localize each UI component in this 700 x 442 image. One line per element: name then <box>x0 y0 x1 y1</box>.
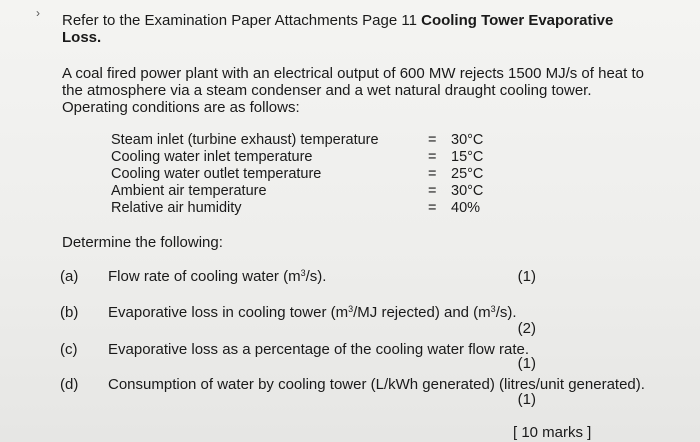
condition-value: 25°C <box>451 166 484 182</box>
question-letter: (c) <box>60 341 78 358</box>
condition-label: Relative air humidity <box>111 200 242 216</box>
condition-label: Cooling water inlet temperature <box>111 149 313 165</box>
question-mark: (2) <box>517 320 536 337</box>
condition-label: Ambient air temperature <box>111 183 267 199</box>
condition-value: 30°C <box>451 183 484 199</box>
determine-heading: Determine the following: <box>62 234 223 251</box>
question-text: Evaporative loss in cooling tower ($m^3/MJ$ rejected) and $(m^3/s)$. <box>108 304 517 321</box>
condition-equals: = <box>428 183 437 199</box>
intro-text: Refer to the Examination Paper Attachments Page 11 <box>62 12 422 29</box>
question-letter: (d) <box>60 376 79 393</box>
intro-line-1 <box>62 12 613 29</box>
question-mark: (1) <box>517 391 536 408</box>
problem-line-2: the atmosphere via a steam condenser and a wet natural draught cooling tower. <box>62 82 592 99</box>
intro-title-end: Loss. <box>62 29 102 46</box>
condition-value: 15°C <box>451 149 484 165</box>
total-marks: [ 10 marks ] <box>513 424 592 441</box>
question-text: Flow rate of cooling water $(m^3/s)$. <box>108 268 327 285</box>
question-letter: (a) <box>60 268 79 285</box>
chevron-icon: › <box>36 6 40 20</box>
question-mark: (1) <box>517 355 536 372</box>
condition-equals: = <box>428 149 437 165</box>
question-letter: (b) <box>60 304 79 321</box>
question-mark: (1) <box>517 268 536 285</box>
condition-label: Cooling water outlet temperature <box>111 166 322 182</box>
condition-equals: = <box>428 166 437 182</box>
condition-equals: = <box>428 200 437 216</box>
condition-equals: = <box>428 132 437 148</box>
problem-line-1: A coal fired power plant with an electrical output of 600 MW rejects 1500 MJ/s of heat to <box>62 65 644 82</box>
condition-label: Steam inlet (turbine exhaust) temperature <box>111 132 379 148</box>
intro-title: Cooling Tower Evaporative <box>421 12 614 29</box>
question-text: Consumption of water by cooling tower (L/kWh generated) (litres/unit generated). <box>108 376 645 393</box>
question-text: Evaporative loss as a percentage of the cooling water flow rate. <box>108 341 530 358</box>
condition-value: 30°C <box>451 132 484 148</box>
problem-line-3: Operating conditions are as follows: <box>62 99 300 116</box>
condition-value: 40% <box>451 200 481 216</box>
